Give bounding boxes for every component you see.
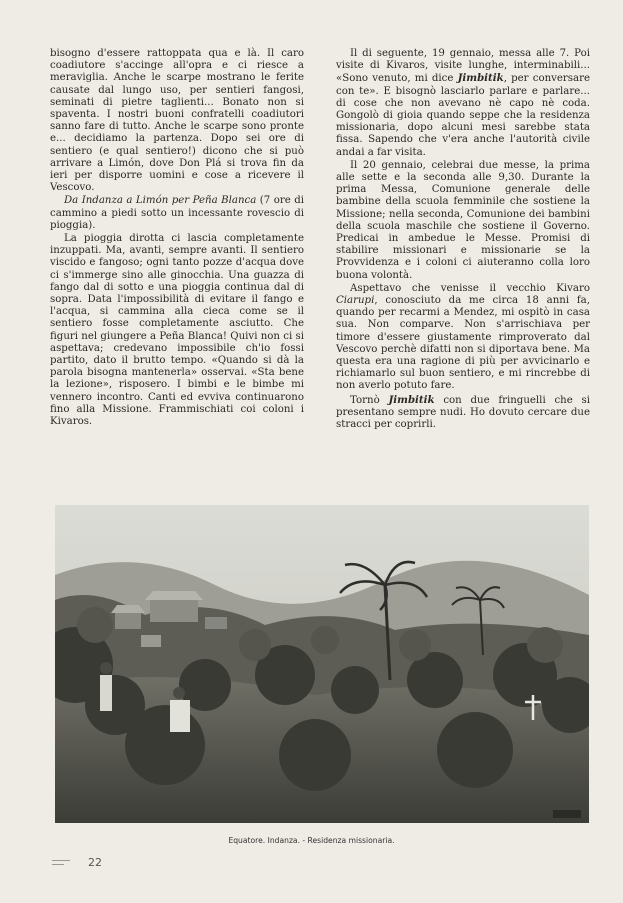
paragraph: La pioggia dirotta ci lascia completamente inzuppati. Ma, avanti, sempre avanti. Il sentiero viscido e fangoso; ogni tanto pozze d'acqua dove ci s'immerge sino alle ginocchia. Una guazza di fango dal di sotto e una pioggia continua dal di sopra. Data l'impossibilità di evitare il fango e l'acqua, si cammina alla cieca come se il sentiero fosse completamente asciutto. Che figuri nel giungere a Peña Blanca! Quivi non ci si aspettava; credevano impossibile ch'io fossi partito, dato il brutto tempo. «Quando si dà la parola bisogna mantenerla» osservai. «Sta bene la lezione», risposero. I bimbi e le bimbe mi vennero incontro. Canti ed evviva continuarono fino alla Missione. Frammischiati coi coloni i Kivaros. [50, 233, 304, 428]
paragraph [336, 394, 590, 432]
mission-photo [55, 505, 589, 823]
text-run: con due fringuelli che si presentano sempre nudi. Ho dovuto cercare due stracci per coprirli. [336, 394, 590, 431]
page-number: 22 [88, 856, 102, 869]
ornament-icon [52, 857, 70, 868]
person-name: Ciarupi [336, 295, 375, 307]
text-run: Il di seguente, 19 gennaio, messa alle 7. Poi visite di Kivaros, visite lunghe, interminabili... «Sono venuto, mi dice [336, 48, 590, 85]
paragraph: bisogno d'essere rattoppata qua e là. Il caro coadiutore s'accinge all'opra e ci riesce a meraviglia. Anche le scarpe mostrano le ferite causate dal lungo uso, per sentieri fangosi, seminati di pietre taglienti... Bonato non si spaventa. I nostri buoni confratelli coadiutori sanno fare di tutto. Anche le scarpe sono pronte e... decidiamo la partenza. Dopo sei ore di sentiero (e qual sentiero!) dicono che si può arrivare a Limón, dove Don Plá si trova fin da ieri per disporre uomini e cose a ricevere il Vescovo. [50, 48, 304, 194]
paragraph [336, 283, 590, 393]
text-run: Aspettavo che venisse il vecchio Kivaro [350, 282, 590, 294]
section-heading-note: (7 ore di cammino a piedi sotto un incessante rovescio di pioggia). [50, 195, 304, 231]
right-column [336, 48, 590, 431]
mission-photo-illustration [55, 505, 589, 823]
paragraph [336, 48, 590, 159]
person-name: Jimbitik [457, 72, 504, 85]
text-run: Tornò [350, 394, 389, 406]
photo-caption: Equatore. Indanza. - Residenza missionaria. [228, 836, 395, 845]
person-name: Jimbitik [388, 393, 435, 406]
section-heading: Da Indanza a Limón per Peña Blanca [64, 195, 257, 207]
text-run: , conosciuto da me circa 18 anni fa, quando per recarmi a Mendez, mi ospitò in casa sua. Non comparve. Non s'arrischiava per timore d'essere giustamente rimproverato dal Vescovo perchè difatti non si diportava bene. Ma questa era una ragione di più per avvicinarlo e richiamarlo sul buon sentiero, e mi rincrebbe di non averlo potuto fare. [336, 295, 590, 392]
page-footer [52, 856, 102, 869]
left-column [50, 48, 304, 428]
paragraph: Il 20 gennaio, celebrai due messe, la prima alle sette e la seconda alle 9,30. Durante la prima Messa, Comunione generale delle bambine della scuola femminile che sostiene la Missione; nella seconda, Comunione dei bambini della scuola maschile che sostiene il Governo. Predicai in ambedue le Messe. Promisi di stabilire missionari e missionarie se la Provvidenza e i coloni ci aiuteranno colla loro buona volontà. [336, 159, 590, 281]
paragraph [50, 195, 304, 232]
text-run: , per conversare con te». E bisognò lasciarlo parlare e parlare... di cose che non avevano nè capo nè coda. Gongolò di gioia quando seppe che la residenza missionaria, dopo alcuni mesi sarebbe stata fissa. Sapendo che v'era anche l'autorità civile andai a far visita. [336, 73, 590, 158]
